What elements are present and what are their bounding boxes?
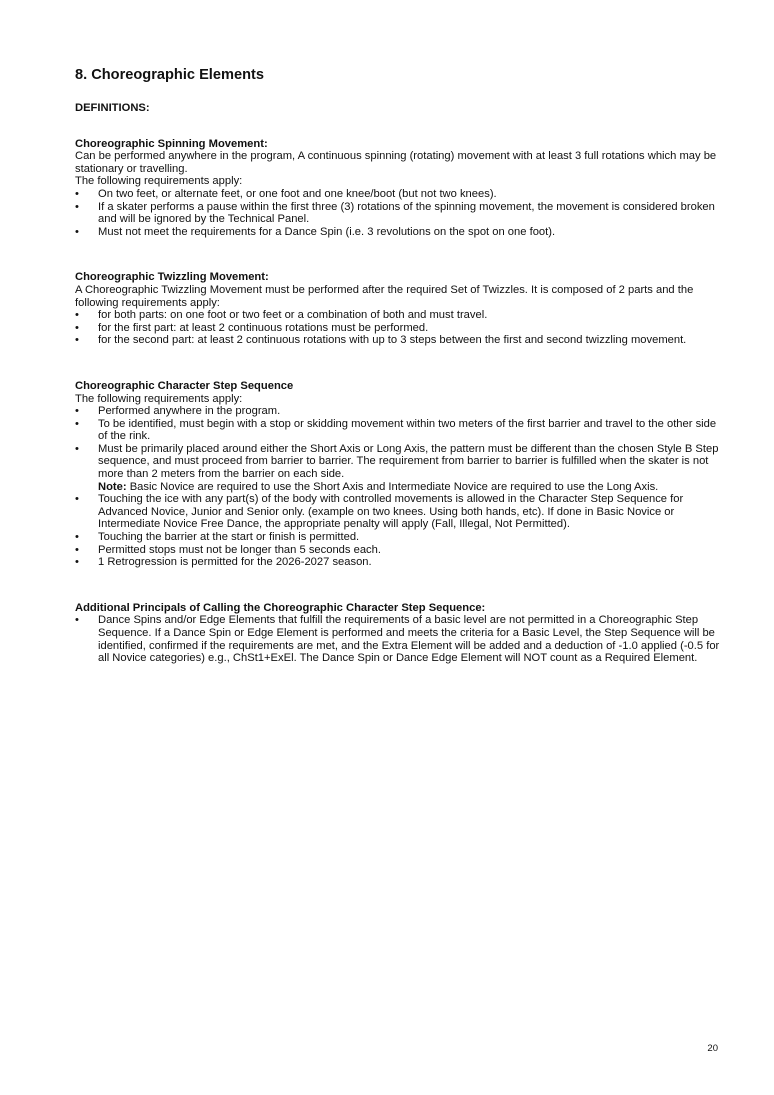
section-title: Additional Principals of Calling the Choreographic Character Step Sequence:	[75, 601, 486, 614]
list-item: • To be identified, must begin with a stop or skidding movement within two meters of the first barrier and travel to the other side of the rink.	[75, 418, 725, 443]
section-intro: The following requirements apply:	[75, 175, 243, 188]
list-item: • If a skater performs a pause within the first three (3) rotations of the spinning movement, the movement is considered broken and will be ignored by the Technical Panel.	[75, 201, 725, 226]
list-item: • Performed anywhere in the program.	[75, 405, 725, 418]
page-number: 20	[707, 1043, 718, 1054]
list-item: • 1 Retrogression is permitted for the 2026-2027 season.	[75, 556, 725, 569]
section-heading: 8. Choreographic Elements	[75, 67, 264, 83]
page-content	[75, 66, 725, 698]
section-intro: A Choreographic Twizzling Movement must be performed after the required Set of Twizzles. It is composed of 2 parts and the following requirements apply:	[75, 283, 694, 309]
requirements-list	[75, 188, 725, 238]
section-title: Choreographic Character Step Sequence	[75, 379, 294, 392]
requirements-list	[75, 309, 725, 347]
note-label: Note:	[98, 480, 127, 493]
list-item: • Touching the barrier at the start or finish is permitted.	[75, 531, 725, 544]
list-item-text: Must be primarily placed around either the Short Axis or Long Axis, the pattern must be different than the chosen Style B Step sequence, and must proceed from barrier to barrier. The requirement from barrier to barrier is fulfilled when the skater is not more than 2 meters from the barrier on each side.	[98, 442, 719, 481]
list-item: • Permitted stops must not be longer than 5 seconds each.	[75, 544, 725, 557]
section-twizzling-movement	[75, 271, 725, 347]
list-item: • for the second part: at least 2 continuous rotations with up to 3 steps between the first and second twizzling movement.	[75, 334, 725, 347]
list-item: • On two feet, or alternate feet, or one foot and one knee/boot (but not two knees).	[75, 188, 725, 201]
section-intro: Can be performed anywhere in the program, A continuous spinning (rotating) movement with at least 3 full rotations which may be stationary or travelling.	[75, 150, 717, 175]
section-title: Choreographic Twizzling Movement:	[75, 271, 269, 284]
section-character-step-sequence	[75, 380, 725, 569]
requirements-list	[75, 405, 725, 569]
list-item: • for both parts: on one foot or two feet or a combination of both and must travel.	[75, 309, 725, 322]
list-item: • Must not meet the requirements for a Dance Spin (i.e. 3 revolutions on the spot on one foot).	[75, 226, 725, 239]
section-additional-principals	[75, 602, 725, 665]
section-intro: The following requirements apply:	[75, 392, 243, 405]
section-spinning-movement	[75, 138, 725, 239]
list-item: • Touching the ice with any part(s) of the body with controlled movements is allowed in the Character Step Sequence for Advanced Novice, Junior and Senior only. (example on two knees. Using both hands, etc). If done in Basic Novice or Intermediate Novice Free Dance, the appropriate penalty will apply (Fall, Illegal, Not Permitted).	[75, 493, 725, 531]
list-item: • Dance Spins and/or Edge Elements that fulfill the requirements of a basic level are not permitted in a Choreographic Step Sequence. If a Dance Spin or Edge Element is performed and meets the criteria for a Basic Level, the Step Sequence will be identified, confirmed if the requirements are met, and the Extra Element will be added and a deduction of -1.0 applied (-0.5 for all Novice categories) e.g., ChSt1+ExEl. The Dance Spin or Dance Edge Element will NOT count as a Required Element.	[75, 614, 725, 664]
requirements-list	[75, 614, 725, 664]
definitions-label: DEFINITIONS:	[75, 102, 150, 114]
list-item	[75, 443, 725, 493]
list-item: • for the first part: at least 2 continuous rotations must be performed.	[75, 322, 725, 335]
section-title: Choreographic Spinning Movement:	[75, 137, 268, 150]
note-text: Basic Novice are required to use the Short Axis and Intermediate Novice are required to use the Long Axis.	[126, 480, 659, 493]
